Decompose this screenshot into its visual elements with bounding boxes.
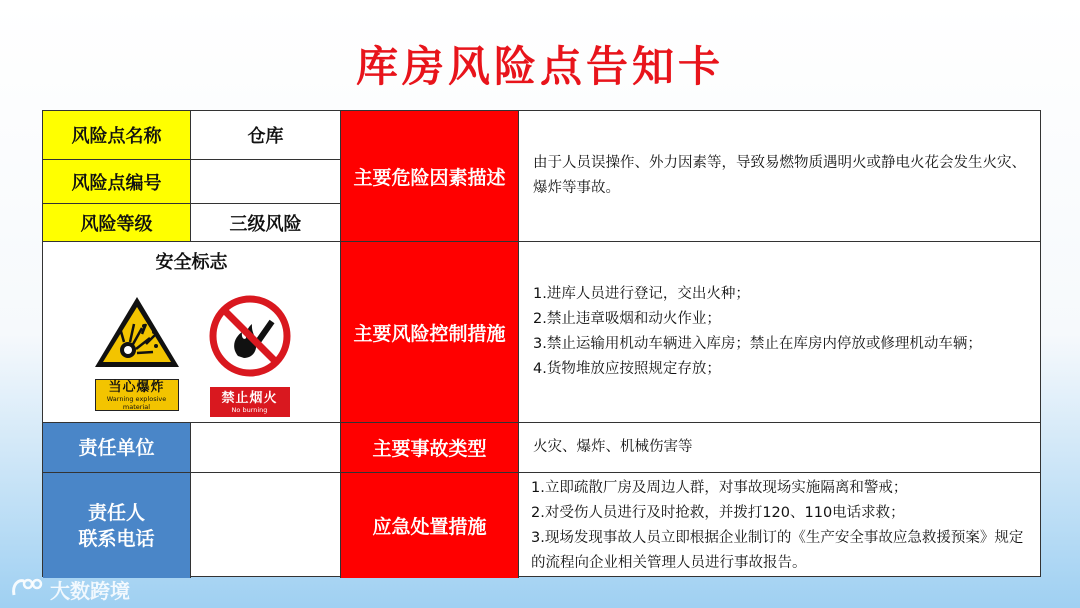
explosive-warning-sign: [92, 294, 182, 411]
hazard-label: 主要危险因素描述: [341, 111, 519, 242]
explosive-sign-subtext: Warning explosive material: [106, 394, 167, 411]
risk-code-value: [191, 160, 341, 204]
no-fire-sign-subtext: No burning: [231, 405, 268, 414]
hazard-description: 由于人员误操作、外力因素等，导致易燃物质遇明火或静电火花会发生火灾、爆炸等事故。: [519, 111, 1040, 242]
responsible-unit-label: 责任单位: [43, 423, 191, 473]
control-item: 4.货物堆放应按照规定存放；: [533, 361, 721, 377]
no-fire-icon: [208, 294, 292, 383]
emergency-item: 2.对受伤人员进行及时抢救，并拨打120、110电话求救；: [531, 504, 905, 521]
responsible-unit-value: [191, 423, 341, 473]
risk-code-label: 风险点编号: [43, 160, 191, 204]
control-measures: [519, 242, 1040, 423]
watermark: [10, 575, 130, 604]
control-label: 主要风险控制措施: [341, 242, 519, 423]
contact-label: [43, 473, 191, 578]
explosive-sign-text: 当心爆炸: [108, 379, 165, 395]
risk-level-label: 风险等级: [43, 204, 191, 242]
control-item: 1.进库人员进行登记，交出火种；: [533, 286, 750, 302]
emergency-item: 3.现场发现事故人员立即根据企业制订的《生产安全事故应急救援预案》规定的流程向企业相关管理人员进行事故报告。: [531, 529, 1024, 571]
control-item: 2.禁止违章吸烟和动火作业；: [533, 311, 721, 327]
risk-level-value: 三级风险: [191, 204, 341, 242]
accident-type-label: 主要事故类型: [341, 423, 519, 473]
no-fire-sign-label: [210, 387, 290, 417]
safety-signs-title: 安全标志: [155, 252, 228, 273]
risk-name-label: 风险点名称: [43, 111, 191, 160]
no-fire-sign-text: 禁止烟火: [221, 390, 278, 406]
explosion-warning-icon: [92, 294, 182, 375]
page-title: 库房风险点告知卡: [355, 42, 724, 91]
watermark-text: 大数跨境: [50, 579, 130, 603]
contact-value: [191, 473, 341, 578]
safety-signs-panel: [43, 242, 341, 423]
emergency-measures: [519, 473, 1040, 578]
emergency-item: 1.立即疏散厂房及周边人群，对事故现场实施隔离和警戒；: [531, 479, 908, 496]
logo-icon: [10, 575, 44, 604]
control-item: 3.禁止运输用机动车辆进入库房；禁止在库房内停放或修理机动车辆；: [533, 336, 982, 352]
contact-label-line2: 联系电话: [78, 527, 155, 550]
accident-type-value: 火灾、爆炸、机械伤害等: [519, 423, 1040, 473]
risk-card-table: [42, 110, 1041, 577]
emergency-label: 应急处置措施: [341, 473, 519, 578]
explosive-sign-label: [95, 379, 179, 411]
contact-label-line1: 责任人: [87, 501, 145, 524]
no-fire-sign: [208, 294, 292, 417]
risk-name-value: 仓库: [191, 111, 341, 160]
